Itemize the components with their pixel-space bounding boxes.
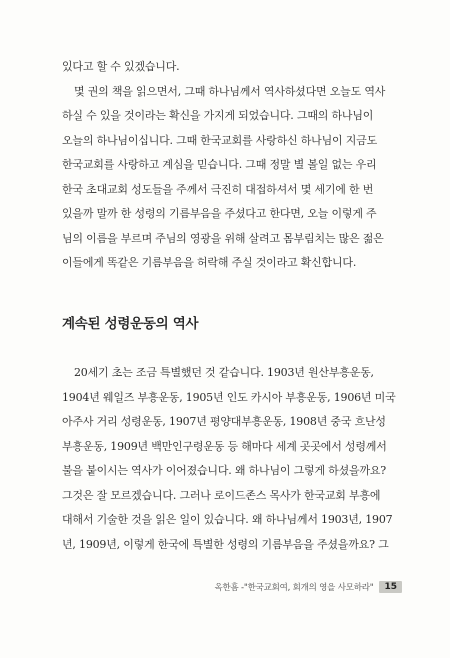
page-number: 15 (379, 581, 402, 593)
running-head: 옥한흠 -"한국교회여, 회개의 영을 사모하라" (214, 583, 374, 593)
paragraph: 몇 권의 책을 읽으면서, 그때 하나님께서 역사하셨다면 오늘도 역사 하실 수 있을 것이라는 확신을 가지게 되었습니다. 그때의 하나님이 오늘의 하나님이십니다. 그때 한국교회를 사랑하신 하나님이 지금도 한국교회를 사랑하고 계심을 믿습니다. 그때 정말 별 볼일 없는 우리 한국 초대교회 성도들을 주께서 극진히 대접하셔서 몇 세기에 한 번 있을까 말까 한 성령의 기름부음을 주셨다고 한다면, 오늘 이렇게 주 님의 이름을 부르며 주님의 영광을 위해 살려고 몸부림치는 많은 젊은 이들에게 똑같은 기름부음을 허락해 주실 것이라고 확신합니다. (62, 84, 386, 269)
paragraph: 20세기 초는 조금 특별했던 것 같습니다. 1903년 원산부흥운동, 1904년 웨일즈 부흥운동, 1905년 인도 카시아 부흥운동, 1906년 미국 아주사 거리 성령운동, 1907년 평양대부흥운동, 1908년 중국 흐난성 부흥운동, 1909년 백만인구령운동 등 해마다 세계 곳곳에서 성령께서 불을 붙이시는 역사가 이어졌습니다. 왜 하나님이 그렇게 하셨을까요? 그것은 잘 모르겠습니다. 그러나 로이드존스 목사가 한국교회 부흥에 대해서 기술한 것을 읽은 일이 있습니다. 왜 하나님께서 1903년, 1907 년, 1909년, 이렇게 한국에 특별한 성령의 기름부음을 주셨을까요? 그 (62, 366, 396, 551)
section-heading: 계속된 성령운동의 역사 (62, 316, 199, 332)
paragraph-continuation: 있다고 할 수 있겠습니다. (62, 60, 180, 73)
page-footer (214, 581, 402, 593)
body-text-bottom (62, 361, 402, 557)
body-text-top (62, 55, 402, 276)
